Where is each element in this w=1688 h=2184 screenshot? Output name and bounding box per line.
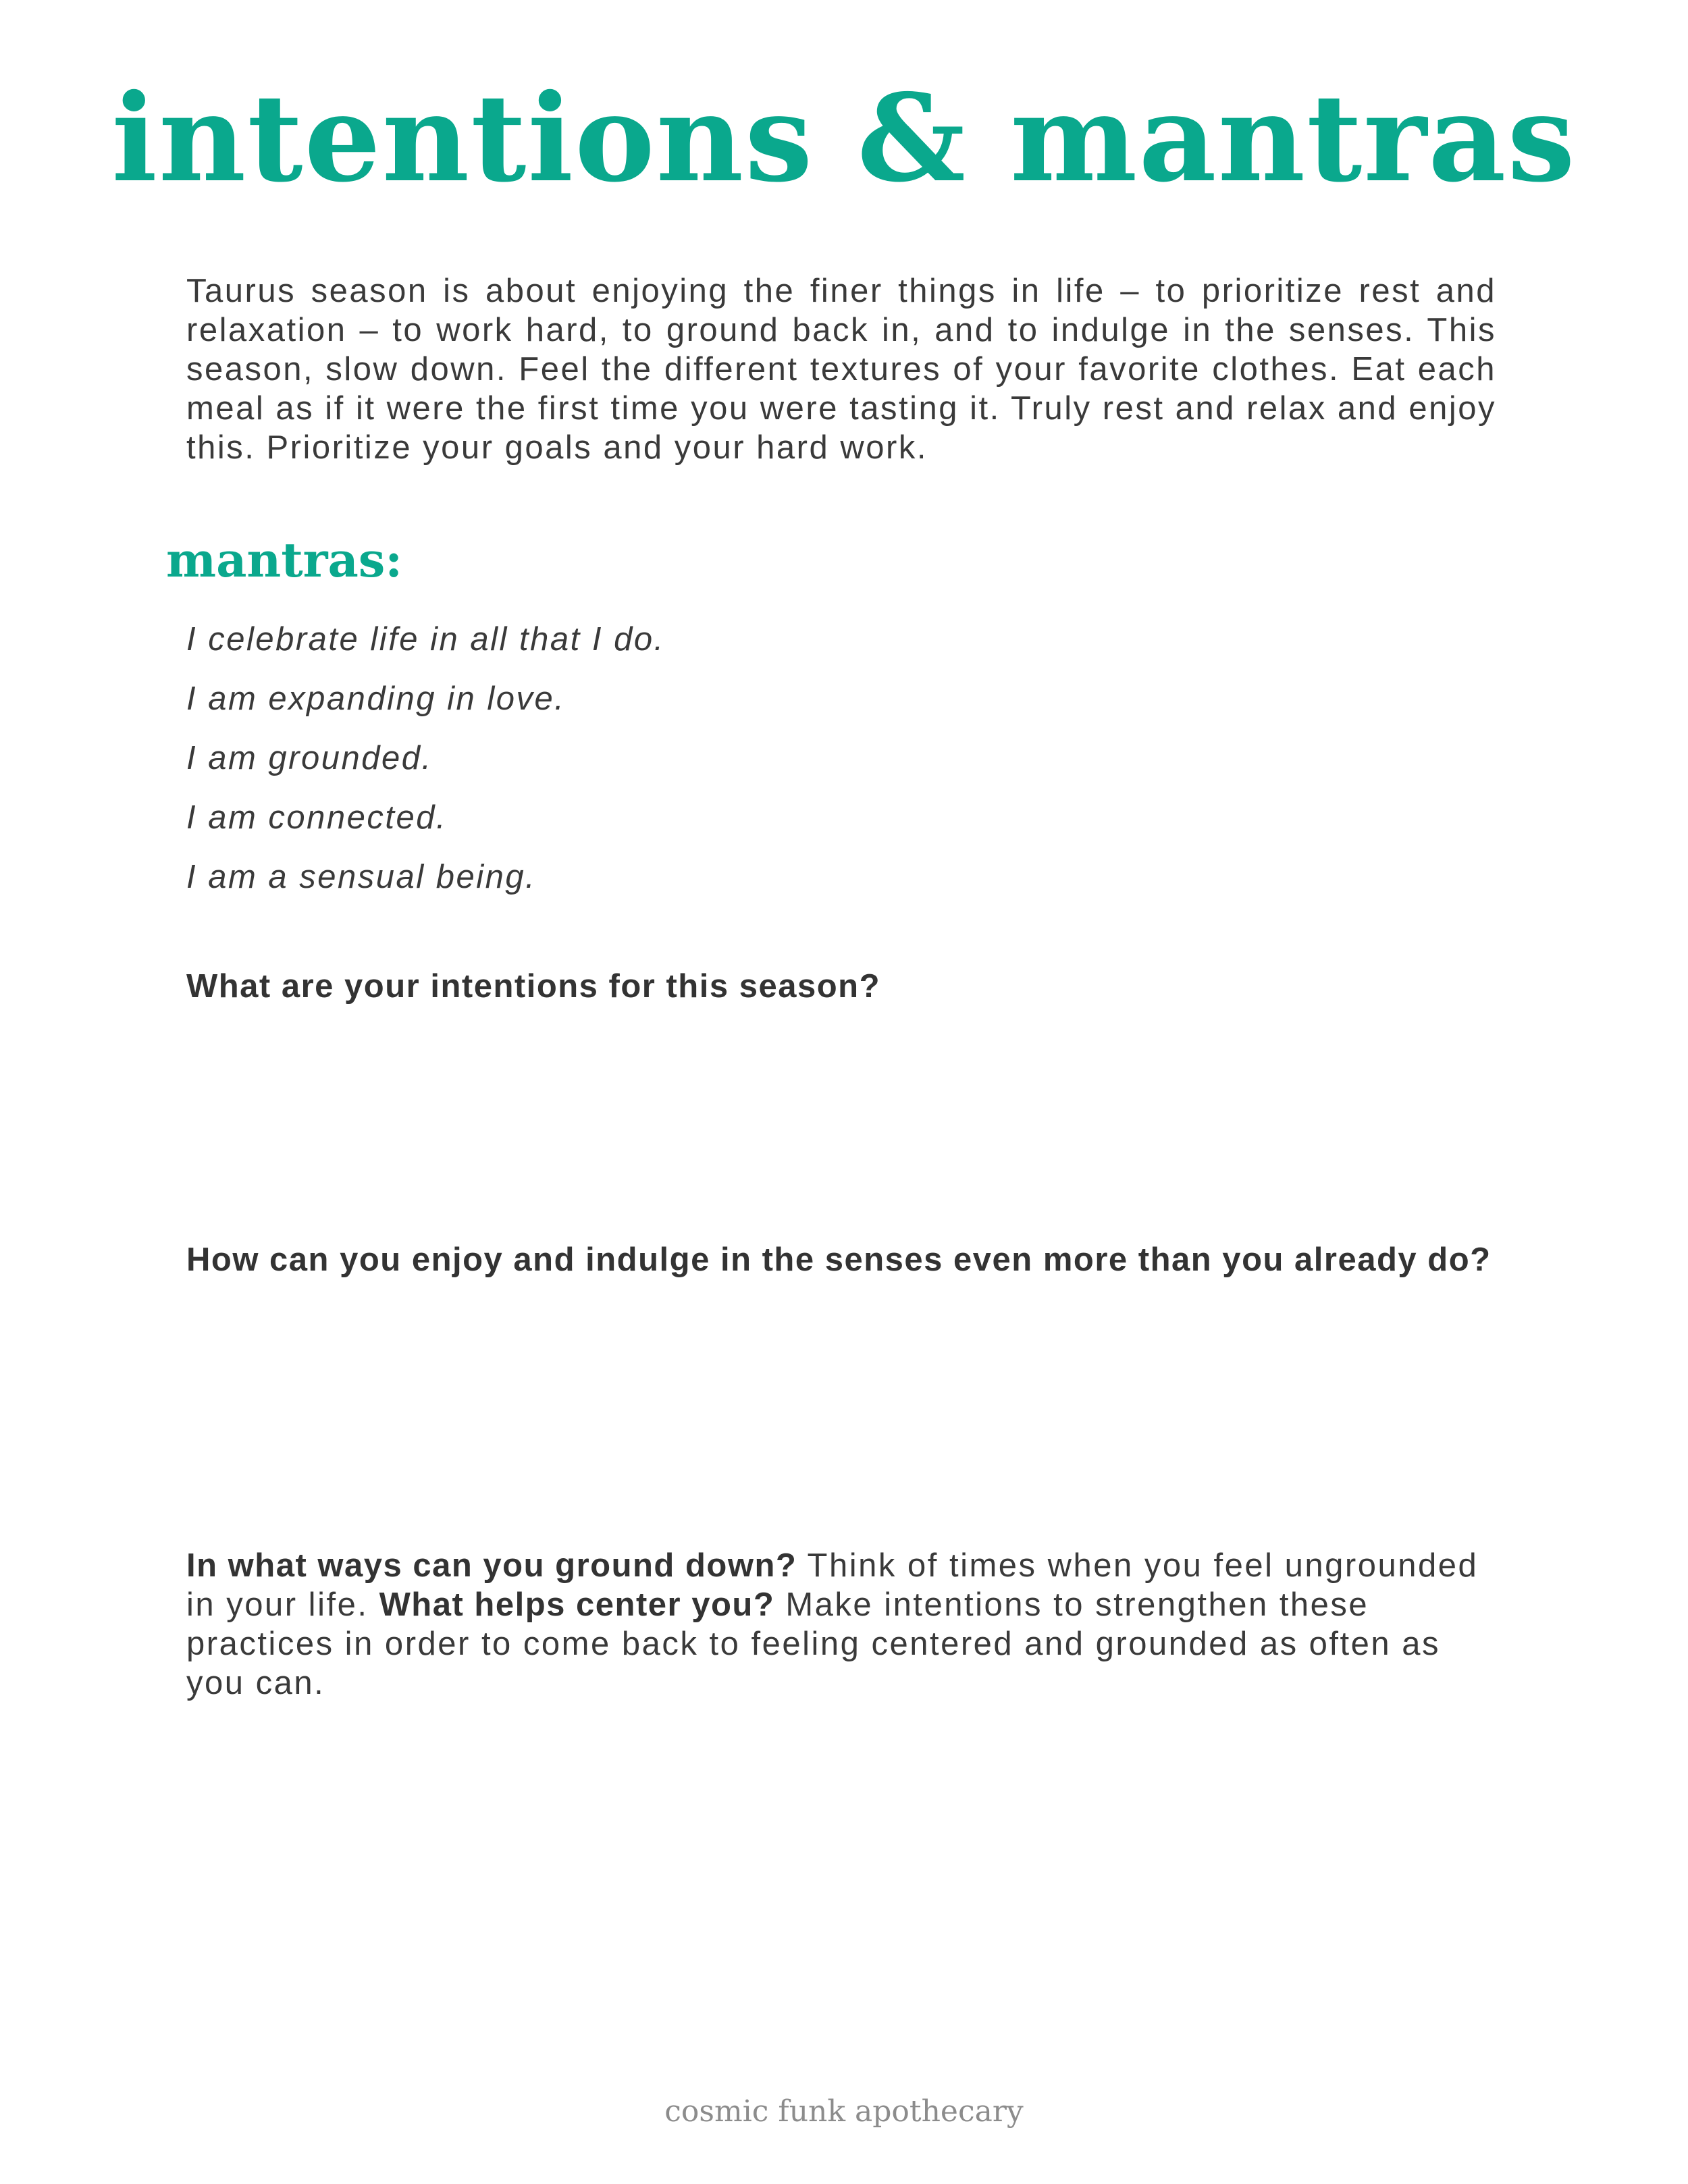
question-intentions-text: What are your intentions for this season? <box>186 968 881 1005</box>
intro-paragraph: Taurus season is about enjoying the finer things in life – to prioritize rest and relaxation – to work hard, to ground back in, and to indulge in the senses. This season, slow down. Feel the different textures of your favorite clothes. Eat each meal as if it were the first time you were tasting it. Truly rest and relax and enjoy this. Prioritize your goals and your hard work. <box>186 273 1496 466</box>
mantra-item: I am a sensual being. <box>186 859 537 895</box>
mantra-list <box>186 610 665 907</box>
mantra-item: I am expanding in love. <box>186 681 566 717</box>
question-senses <box>186 1240 1496 1279</box>
mantra-item: I am connected. <box>186 799 448 836</box>
question-ground-down-bold: In what ways can you ground down? <box>186 1547 797 1584</box>
mantra-item: I am grounded. <box>186 740 433 776</box>
mantra-item: I celebrate life in all that I do. <box>186 621 665 658</box>
page-title: intentions & mantras <box>111 68 1577 209</box>
question-ground-down <box>186 1546 1496 1703</box>
question-ground-down-followup: Make intentions to strengthen these practices in order to come back to feeling centered and grounded as often as you can. <box>186 1587 1441 1701</box>
footer-brand: cosmic funk apothecary <box>664 2094 1024 2129</box>
question-senses-text: How can you enjoy and indulge in the senses even more than you already do? <box>186 1242 1492 1278</box>
question-intentions <box>186 967 1496 1006</box>
question-center-bold: What helps center you? <box>379 1587 775 1623</box>
mantras-heading: mantras: <box>166 532 403 588</box>
question-ground-down-text: Think of times when you feel ungrounded in your life. <box>186 1547 1479 1623</box>
